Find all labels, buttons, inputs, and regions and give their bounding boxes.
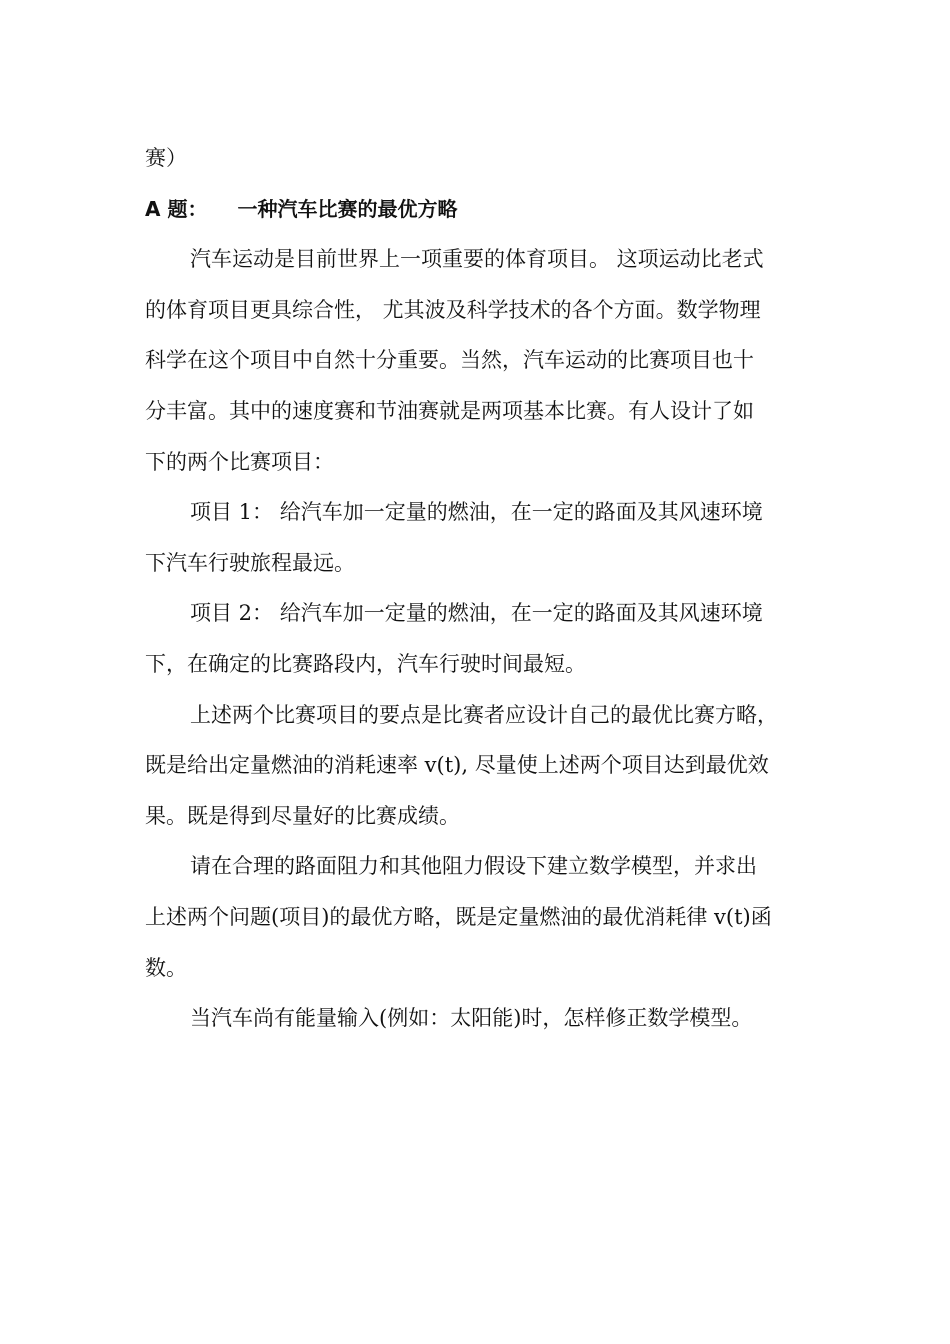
continuation-fragment: 赛） — [145, 146, 187, 170]
paragraph-line: 科学在这个项目中自然十分重要。当然，汽车运动的比赛项目也十 — [145, 348, 754, 373]
paragraph-line: 既是给出定量燃油的消耗速率 v(t), 尽量使上述两个项目达到最优效 — [145, 753, 769, 778]
document-body — [145, 133, 810, 1044]
paragraph-line: 上述两个比赛项目的要点是比赛者应设计自己的最优比赛方略， — [190, 702, 778, 727]
item1-line: 下汽车行驶旅程最远。 — [145, 550, 355, 575]
item1-line: 项目 1： 给汽车加一定量的燃油，在一定的路面及其风速环境 — [190, 500, 763, 525]
paragraph-line: 下的两个比赛项目： — [145, 449, 334, 474]
problem-label: A 题： — [145, 196, 208, 221]
paragraph-line: 请在合理的路面阻力和其他阻力假设下建立数学模型，并求出 — [190, 854, 757, 879]
paragraph-line: 汽车运动是目前世界上一项重要的体育项目。 这项运动比老式 — [190, 247, 764, 272]
paragraph-line: 的体育项目更具综合性， 尤其波及科学技术的各个方面。数学物理 — [145, 297, 761, 322]
paragraph-line: 果。既是得到尽量好的比赛成绩。 — [145, 803, 460, 828]
paragraph-line: 上述两个问题(项目)的最优方略，既是定量燃油的最优消耗律 v(t)函 — [145, 904, 772, 929]
item2-line: 项目 2： 给汽车加一定量的燃油，在一定的路面及其风速环境 — [190, 601, 763, 626]
paragraph-line: 当汽车尚有能量输入(例如：太阳能)时，怎样修正数学模型。 — [190, 1006, 753, 1031]
paragraph-line: 分丰富。其中的速度赛和节油赛就是两项基本比赛。有人设计了如 — [145, 398, 754, 423]
item2-line: 下，在确定的比赛路段内，汽车行驶时间最短。 — [145, 651, 586, 676]
problem-heading — [145, 184, 810, 235]
paragraph-line: 数。 — [145, 955, 187, 980]
problem-title: 一种汽车比赛的最优方略 — [237, 196, 458, 221]
